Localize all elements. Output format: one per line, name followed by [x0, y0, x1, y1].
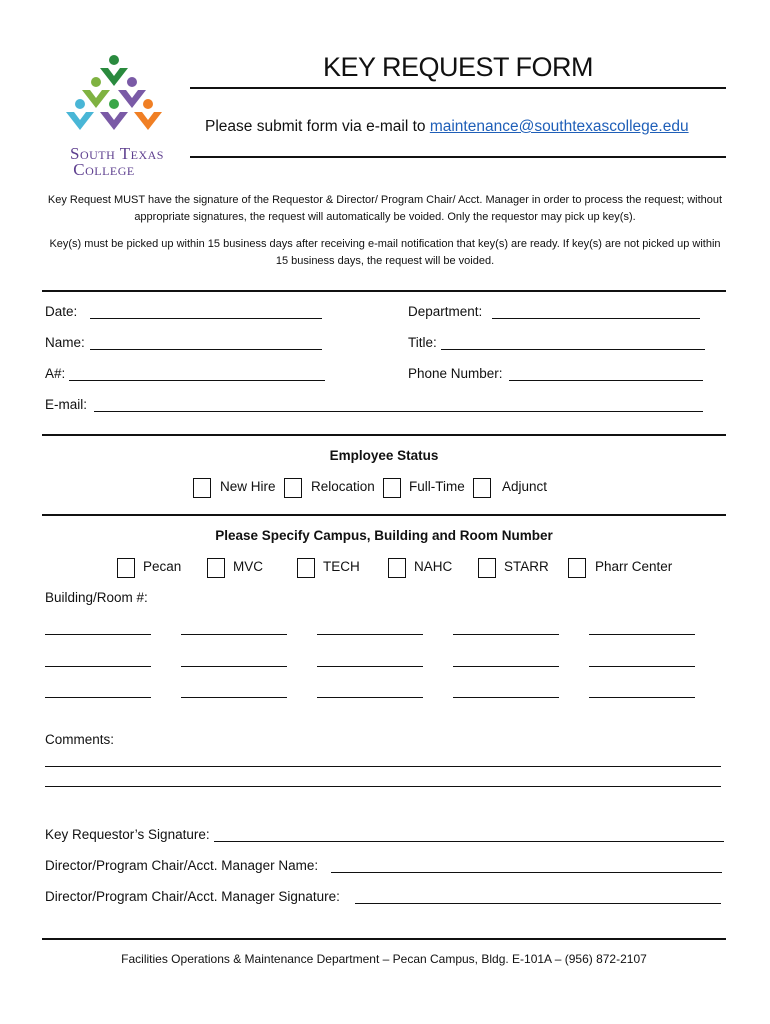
building-room-field[interactable]	[181, 697, 287, 698]
new-hire-label: New Hire	[220, 479, 276, 494]
building-room-label: Building/Room #:	[45, 590, 148, 605]
requestor-signature-label: Key Requestor’s Signature:	[45, 827, 210, 842]
logo-text-line2: College	[73, 160, 135, 179]
title-underline	[190, 87, 726, 89]
pharr-center-label: Pharr Center	[595, 559, 673, 574]
form-title: KEY REQUEST FORM	[322, 52, 594, 82]
relocation-checkbox[interactable]	[284, 478, 302, 498]
email-field[interactable]	[94, 411, 703, 412]
section-divider-2	[42, 434, 726, 436]
building-room-field[interactable]	[589, 697, 695, 698]
title-field[interactable]	[441, 349, 705, 350]
starr-label: STARR	[504, 559, 549, 574]
adjunct-label: Adjunct	[502, 479, 548, 494]
building-room-field[interactable]	[589, 634, 695, 635]
department-field[interactable]	[492, 318, 700, 319]
comments-line-2[interactable]	[45, 786, 721, 787]
director-signature-field[interactable]	[355, 903, 721, 904]
header-divider	[190, 156, 726, 158]
building-room-field[interactable]	[453, 634, 559, 635]
name-field[interactable]	[90, 349, 322, 350]
requestor-signature-field[interactable]	[214, 841, 724, 842]
director-name-label: Director/Program Chair/Acct. Manager Name:	[45, 858, 319, 873]
building-room-field[interactable]	[317, 634, 423, 635]
mvc-label: MVC	[233, 559, 263, 574]
starr-checkbox[interactable]	[478, 558, 496, 578]
signature-notice: Key Request MUST have the signature of the Requestor & Director/ Program Chair/ Acct. Manager in order to process the request; without appropriate signatures, the request will automatically be voided. Only the requestor may pick up key(s).	[47, 194, 723, 223]
email-label: E-mail:	[45, 397, 88, 412]
pecan-label: Pecan	[143, 559, 182, 574]
building-room-field[interactable]	[45, 666, 151, 667]
building-room-field[interactable]	[181, 634, 287, 635]
date-field[interactable]	[90, 318, 322, 319]
director-signature-label: Director/Program Chair/Acct. Manager Signature:	[45, 889, 340, 904]
submit-instructions	[205, 118, 689, 136]
name-label: Name:	[45, 335, 85, 350]
footer-text: Facilities Operations & Maintenance Department – Pecan Campus, Bldg. E-101A – (956) 872-2107	[121, 952, 647, 966]
pickup-notice: Key(s) must be picked up within 15 business days after receiving e-mail notification that key(s) are ready. If key(s) are not picked up within 15 business days, the request will be voided.	[49, 238, 721, 267]
college-logo	[62, 54, 182, 178]
building-room-field[interactable]	[453, 697, 559, 698]
campus-heading: Please Specify Campus, Building and Room Number	[215, 528, 553, 543]
title-label: Title:	[408, 335, 437, 350]
full-time-checkbox[interactable]	[383, 478, 401, 498]
director-name-field[interactable]	[331, 872, 722, 873]
building-room-field[interactable]	[181, 666, 287, 667]
pecan-checkbox[interactable]	[117, 558, 135, 578]
a-number-field[interactable]	[69, 380, 325, 381]
tech-checkbox[interactable]	[297, 558, 315, 578]
department-label: Department:	[408, 304, 483, 319]
phone-field[interactable]	[509, 380, 703, 381]
nahc-label: NAHC	[414, 559, 453, 574]
comments-label: Comments:	[45, 732, 115, 747]
new-hire-checkbox[interactable]	[193, 478, 211, 498]
full-time-label: Full-Time	[409, 479, 465, 494]
section-divider-3	[42, 514, 726, 516]
a-number-label: A#:	[45, 366, 66, 381]
phone-label: Phone Number:	[408, 366, 503, 381]
submit-text: Please submit form via e-mail to	[205, 118, 430, 135]
employee-status-heading: Employee Status	[329, 448, 439, 463]
date-label: Date:	[45, 304, 78, 319]
building-room-field[interactable]	[317, 697, 423, 698]
comments-line-1[interactable]	[45, 766, 721, 767]
building-room-field[interactable]	[45, 634, 151, 635]
adjunct-checkbox[interactable]	[473, 478, 491, 498]
relocation-label: Relocation	[311, 479, 375, 494]
logo-figures-icon	[62, 54, 182, 144]
footer-divider	[42, 938, 726, 940]
logo-text-line1: South Texas	[70, 144, 164, 163]
mvc-checkbox[interactable]	[207, 558, 225, 578]
maintenance-email-link[interactable]: maintenance@southtexascollege.edu	[429, 118, 689, 135]
tech-label: TECH	[323, 559, 360, 574]
nahc-checkbox[interactable]	[388, 558, 406, 578]
building-room-field[interactable]	[589, 666, 695, 667]
building-room-field[interactable]	[453, 666, 559, 667]
building-room-field[interactable]	[317, 666, 423, 667]
pharr-center-checkbox[interactable]	[568, 558, 586, 578]
section-divider-1	[42, 290, 726, 292]
building-room-field[interactable]	[45, 697, 151, 698]
